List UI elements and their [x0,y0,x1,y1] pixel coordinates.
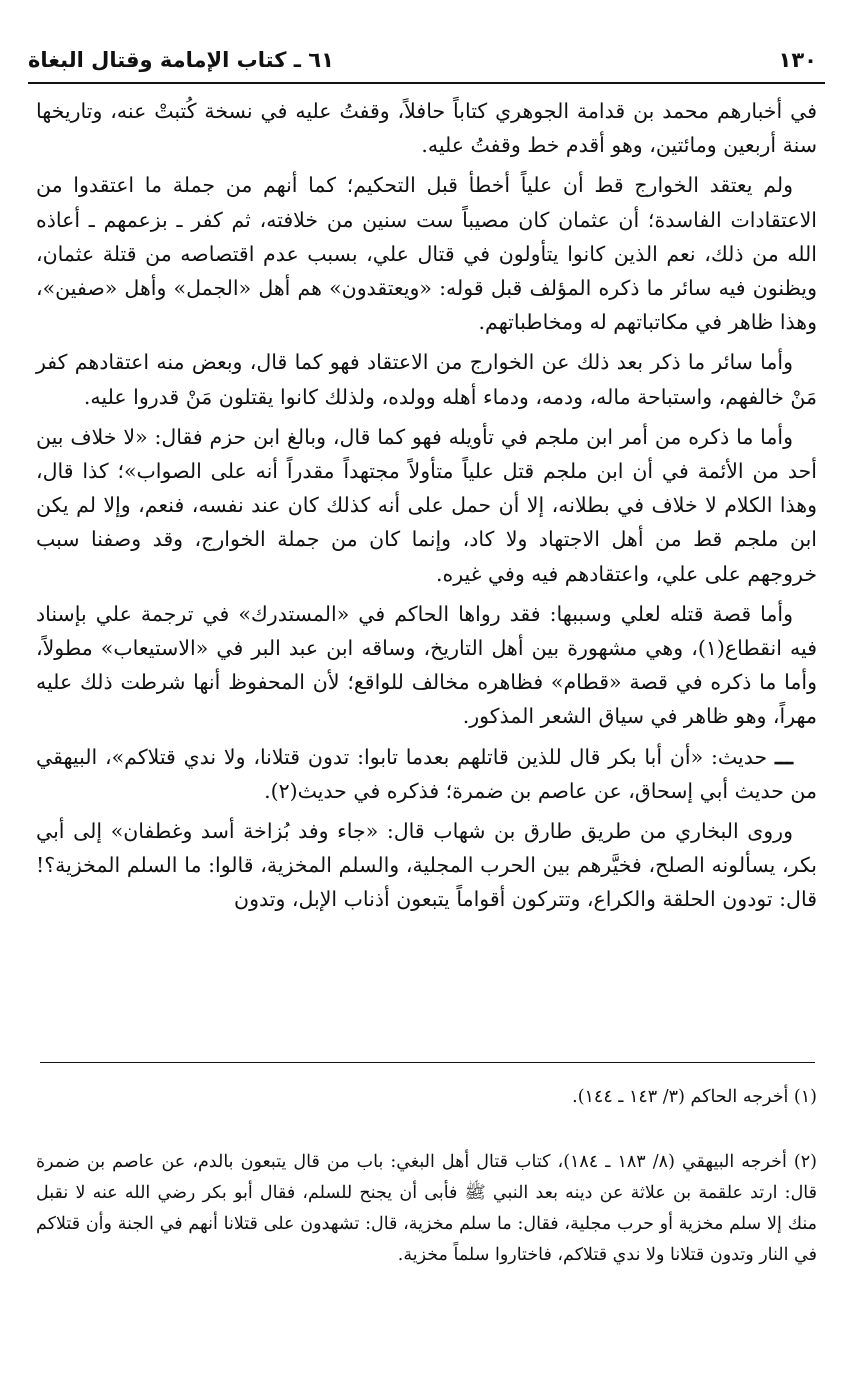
paragraph: وروى البخاري من طريق طارق بن شهاب قال: «جاء وفد بُزاخة أسد وغطفان» إلى أبي بكر، يسألونه الصلح، فخيَّرهم بين الحرب المجلية، والسلم المخزية، قالوا: ما السلم المخزية؟! قال: تودون الحلقة والكراع، وتتركون أقواماً يتبعون أذناب الإبل، وتدون [36,819,817,912]
footnote-2: (٢) أخرجه البيهقي (٨/ ١٨٣ ـ ١٨٤)، كتاب قتال أهل البغي: باب من قال يتبعون بالدم، عن عاصم بن ضمرة قال: ارتد علقمة بن علاثة عن دينه بعد النبي ﷺ فأبى أن يجنح للسلم، فقال أبو بكر رضي الله عنه لا نقبل منك إلا سلم مخزية أو حرب مجلية، فقال: ما سلم مخزية، قال: تشهدون على قتلانا أنهم في الجنة وأن قتلاكم في النار وتدون قتلانا ولا ندي قتلاكم، فاختاروا سلماً مخزية. [36,1152,817,1265]
footnote-rule [40,1062,815,1063]
paragraph: وأما ما ذكره من أمر ابن ملجم في تأويله فهو كما قال، وبالغ ابن حزم فقال: «لا خلاف بين أحد من الأئمة في أن ابن ملجم قتل علياً متأولاً مجتهداً مقدراً أنه على الصواب»؛ كذا قال، وهذا الكلام لا خلاف في بطلانه، إلا أن حمل على أنه كذلك كان عند نفسه، فنعم، وإلا لم يكن ابن ملجم قط من أهل الاجتهاد ولا كاد، وإنما كان من جملة الخوارج، وقد وصفنا سبب خروجهم على علي، واعتقادهم فيه وفي غيره. [36,424,817,586]
page-number: ١٣٠ [778,48,817,72]
chapter-title: ٦١ ـ كتاب الإمامة وقتال البغاة [28,48,334,72]
main-text [36,94,817,923]
paragraph: وأما سائر ما ذكر بعد ذلك عن الخوارج من الاعتقاد فهو كما قال، وبعض منه اعتقادهم كفر مَنْ خالفهم، واستباحة ماله، ودمه، ودماء أهله وولده، ولذلك كانوا يقتلون مَنْ قدروا عليه. [36,350,817,409]
header-rule [28,82,825,84]
dash-marker: ـــ [774,744,793,769]
hadith-paragraph [36,740,817,808]
footnote-1: (١) أخرجه الحاكم (٣/ ١٤٣ ـ ١٤٤). [572,1087,817,1107]
paragraph: وأما قصة قتله لعلي وسببها: فقد رواها الحاكم في «المستدرك» في ترجمة علي بإسناد فيه انقطاع(١)، وهي مشهورة بين أهل التاريخ، وساقه ابن عبد البر في «الاستيعاب» مطولاً، وأما ما ذكره في قصة «قطام» فظاهره مخالف للواقع؛ لأن المحفوظ أنها شرطت ذلك عليه مهراً، وهو ظاهر في سياق الشعر المذكور. [36,601,817,729]
paragraph: ولم يعتقد الخوارج قط أن علياً أخطأ قبل التحكيم؛ كما أنهم من جملة ما اعتقدوا من الاعتقادات الفاسدة؛ أن عثمان كان مصيباً ست سنين من خلافته، ثم كفر ـ بزعمهم ـ أعاذه الله من ذلك، نعم الذين كانوا يتأولون في قتال علي، بسبب عدم اقتصاصه من قتلة عثمان، ويظنون فيه سائر ما ذكره المؤلف قبل قوله: «ويعتقدون» هم أهل «الجمل» وأهل «صفين»، وهذا ظاهر في مكاتباتهم له ومخاطباتهم. [36,173,817,335]
running-header [28,40,817,80]
paragraph: في أخبارهم محمد بن قدامة الجوهري كتاباً حافلاً، وقفتُ عليه في نسخة كُتبتْ عنه، وتاريخها سنة أربعين ومائتين، وهو أقدم خط وقفتُ عليه. [36,99,817,158]
paragraph-text: حديث: «أن أبا بكر قال للذين قاتلهم بعدما تابوا: تدون قتلانا، ولا ندي قتلاكم»، البيهقي من حديث أبي إسحاق، عن عاصم بن ضمرة؛ فذكره في حديث(٢). [36,744,817,803]
